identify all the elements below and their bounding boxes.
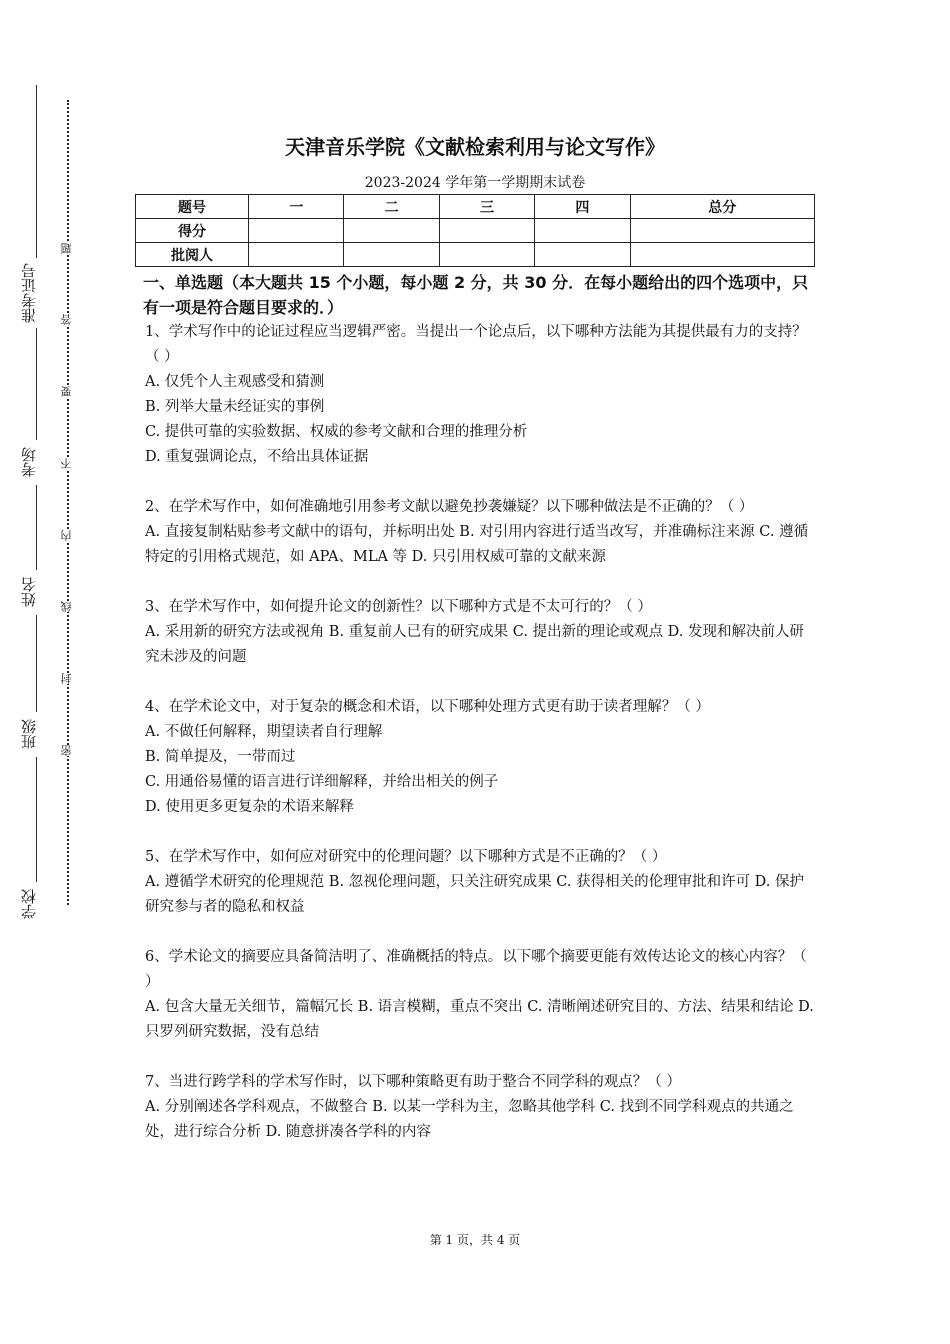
score-cell[interactable] (344, 219, 439, 243)
class-label: 班级 (18, 712, 42, 757)
option: B. 列举大量未经证实的事例 (145, 399, 325, 415)
grader-row (136, 243, 815, 267)
question-1 (145, 320, 817, 470)
name-label: 姓名 (18, 570, 42, 615)
option: D. 重复强调论点，不给出具体证据 (145, 449, 369, 465)
section-title: 一、单选题（本大题共 15 个小题，每小题 2 分，共 30 分．在每小题给出的四个选项中，只有一项是符合题目要求的．） (143, 273, 809, 317)
row-label: 得分 (136, 219, 249, 243)
score-cell[interactable] (630, 219, 814, 243)
seal-char: 封 (60, 673, 73, 684)
question-stem: 1、学术写作中的论证过程应当逻辑严密。当提出一个论点后，以下哪种方法能为其提供最有力的支持？（ ） (145, 324, 807, 365)
grader-cell[interactable] (344, 243, 439, 267)
grader-cell[interactable] (439, 243, 534, 267)
page-number: 第 1 页，共 4 页 (429, 1233, 521, 1247)
score-row (136, 219, 815, 243)
score-table-header-row (136, 195, 815, 219)
table-header-cell: 一 (249, 195, 344, 219)
seal-char: 内 (60, 530, 73, 541)
exam-body (145, 270, 817, 1145)
seal-char: 答 (60, 314, 73, 325)
score-table (135, 194, 815, 267)
table-header-cell: 四 (535, 195, 630, 219)
exam-id-label: 准考证号 (18, 258, 42, 328)
question-stem: 2、在学术写作中，如何准确地引用参考文献以避免抄袭嫌疑？以下哪种做法是不正确的？（ ） (145, 499, 754, 515)
options-line: A. 包含大量无关细节，篇幅冗长 B. 语言模糊，重点不突出 C. 清晰阐述研究目的、方法、结果和结论 D. 只罗列研究数据，没有总结 (145, 999, 814, 1040)
exam-room-label: 考场 (18, 440, 42, 485)
table-header-cell: 二 (344, 195, 439, 219)
binding-margin (0, 0, 100, 1344)
score-cell[interactable] (439, 219, 534, 243)
seal-dotted-line (67, 100, 69, 905)
question-stem: 7、当进行跨学科的学术写作时，以下哪种策略更有助于整合不同学科的观点？（ ） (145, 1074, 681, 1090)
fill-line (36, 85, 37, 925)
score-cell[interactable] (249, 219, 344, 243)
question-4 (145, 695, 817, 820)
option: B. 简单提及，一带而过 (145, 749, 296, 765)
question-stem: 6、学术论文的摘要应具备简洁明了、准确概括的特点。以下哪个摘要更能有效传达论文的核心内容？（ ） (145, 949, 807, 990)
options-line: A. 采用新的研究方法或视角 B. 重复前人已有的研究成果 C. 提出新的理论或观点 D. 发现和解决前人研究未涉及的问题 (145, 624, 805, 665)
question-3 (145, 595, 817, 670)
score-cell[interactable] (535, 219, 630, 243)
options-line: A. 遵循学术研究的伦理规范 B. 忽视伦理问题，只关注研究成果 C. 获得相关的伦理审批和许可 D. 保护研究参与者的隐私和权益 (145, 874, 805, 915)
table-header-cell: 题号 (136, 195, 249, 219)
grader-cell[interactable] (535, 243, 630, 267)
option: D. 使用更多更复杂的术语来解释 (145, 799, 354, 815)
table-header-cell: 总分 (630, 195, 814, 219)
question-stem: 4、在学术论文中，对于复杂的概念和术语，以下哪种处理方式更有助于读者理解？（ ） (145, 699, 710, 715)
grader-cell[interactable] (249, 243, 344, 267)
question-stem: 3、在学术写作中，如何提升论文的创新性？以下哪种方式是不太可行的？（ ） (145, 599, 652, 615)
question-stem: 5、在学术写作中，如何应对研究中的伦理问题？以下哪种方式是不正确的？（ ） (145, 849, 667, 865)
seal-char: 要 (60, 386, 73, 397)
option: C. 用通俗易懂的语言进行详细解释，并给出相关的例子 (145, 774, 499, 790)
seal-char: 题 (60, 243, 73, 254)
seal-char: 线 (60, 601, 73, 612)
seal-char: 密 (60, 745, 73, 756)
grader-cell[interactable] (630, 243, 814, 267)
question-7 (145, 1070, 817, 1145)
options-line: A. 分别阐述各学科观点，不做整合 B. 以某一学科为主，忽略其他学科 C. 找到不同学科观点的共通之处，进行综合分析 D. 随意拼凑各学科的内容 (145, 1099, 794, 1140)
option: A. 不做任何解释，期望读者自行理解 (145, 724, 383, 740)
table-header-cell: 三 (439, 195, 534, 219)
option: A. 仅凭个人主观感受和猜测 (145, 374, 325, 390)
exam-subtitle: 2023-2024 学年第一学期期末试卷 (364, 175, 586, 191)
school-label: 学校 (18, 882, 42, 927)
option: C. 提供可靠的实验数据、权威的参考文献和合理的推理分析 (145, 424, 528, 440)
seal-char: 不 (60, 458, 73, 469)
exam-title: 天津音乐学院《文献检索利用与论文写作》 (285, 135, 665, 159)
question-5 (145, 845, 817, 920)
row-label: 批阅人 (136, 243, 249, 267)
options-line: A. 直接复制粘贴参考文献中的语句，并标明出处 B. 对引用内容进行适当改写，并准确标注来源 C. 遵循特定的引用格式规范，如 APA、MLA 等 D. 只引用权威可靠的文献来源 (145, 524, 809, 565)
question-2 (145, 495, 817, 570)
question-6 (145, 945, 817, 1045)
